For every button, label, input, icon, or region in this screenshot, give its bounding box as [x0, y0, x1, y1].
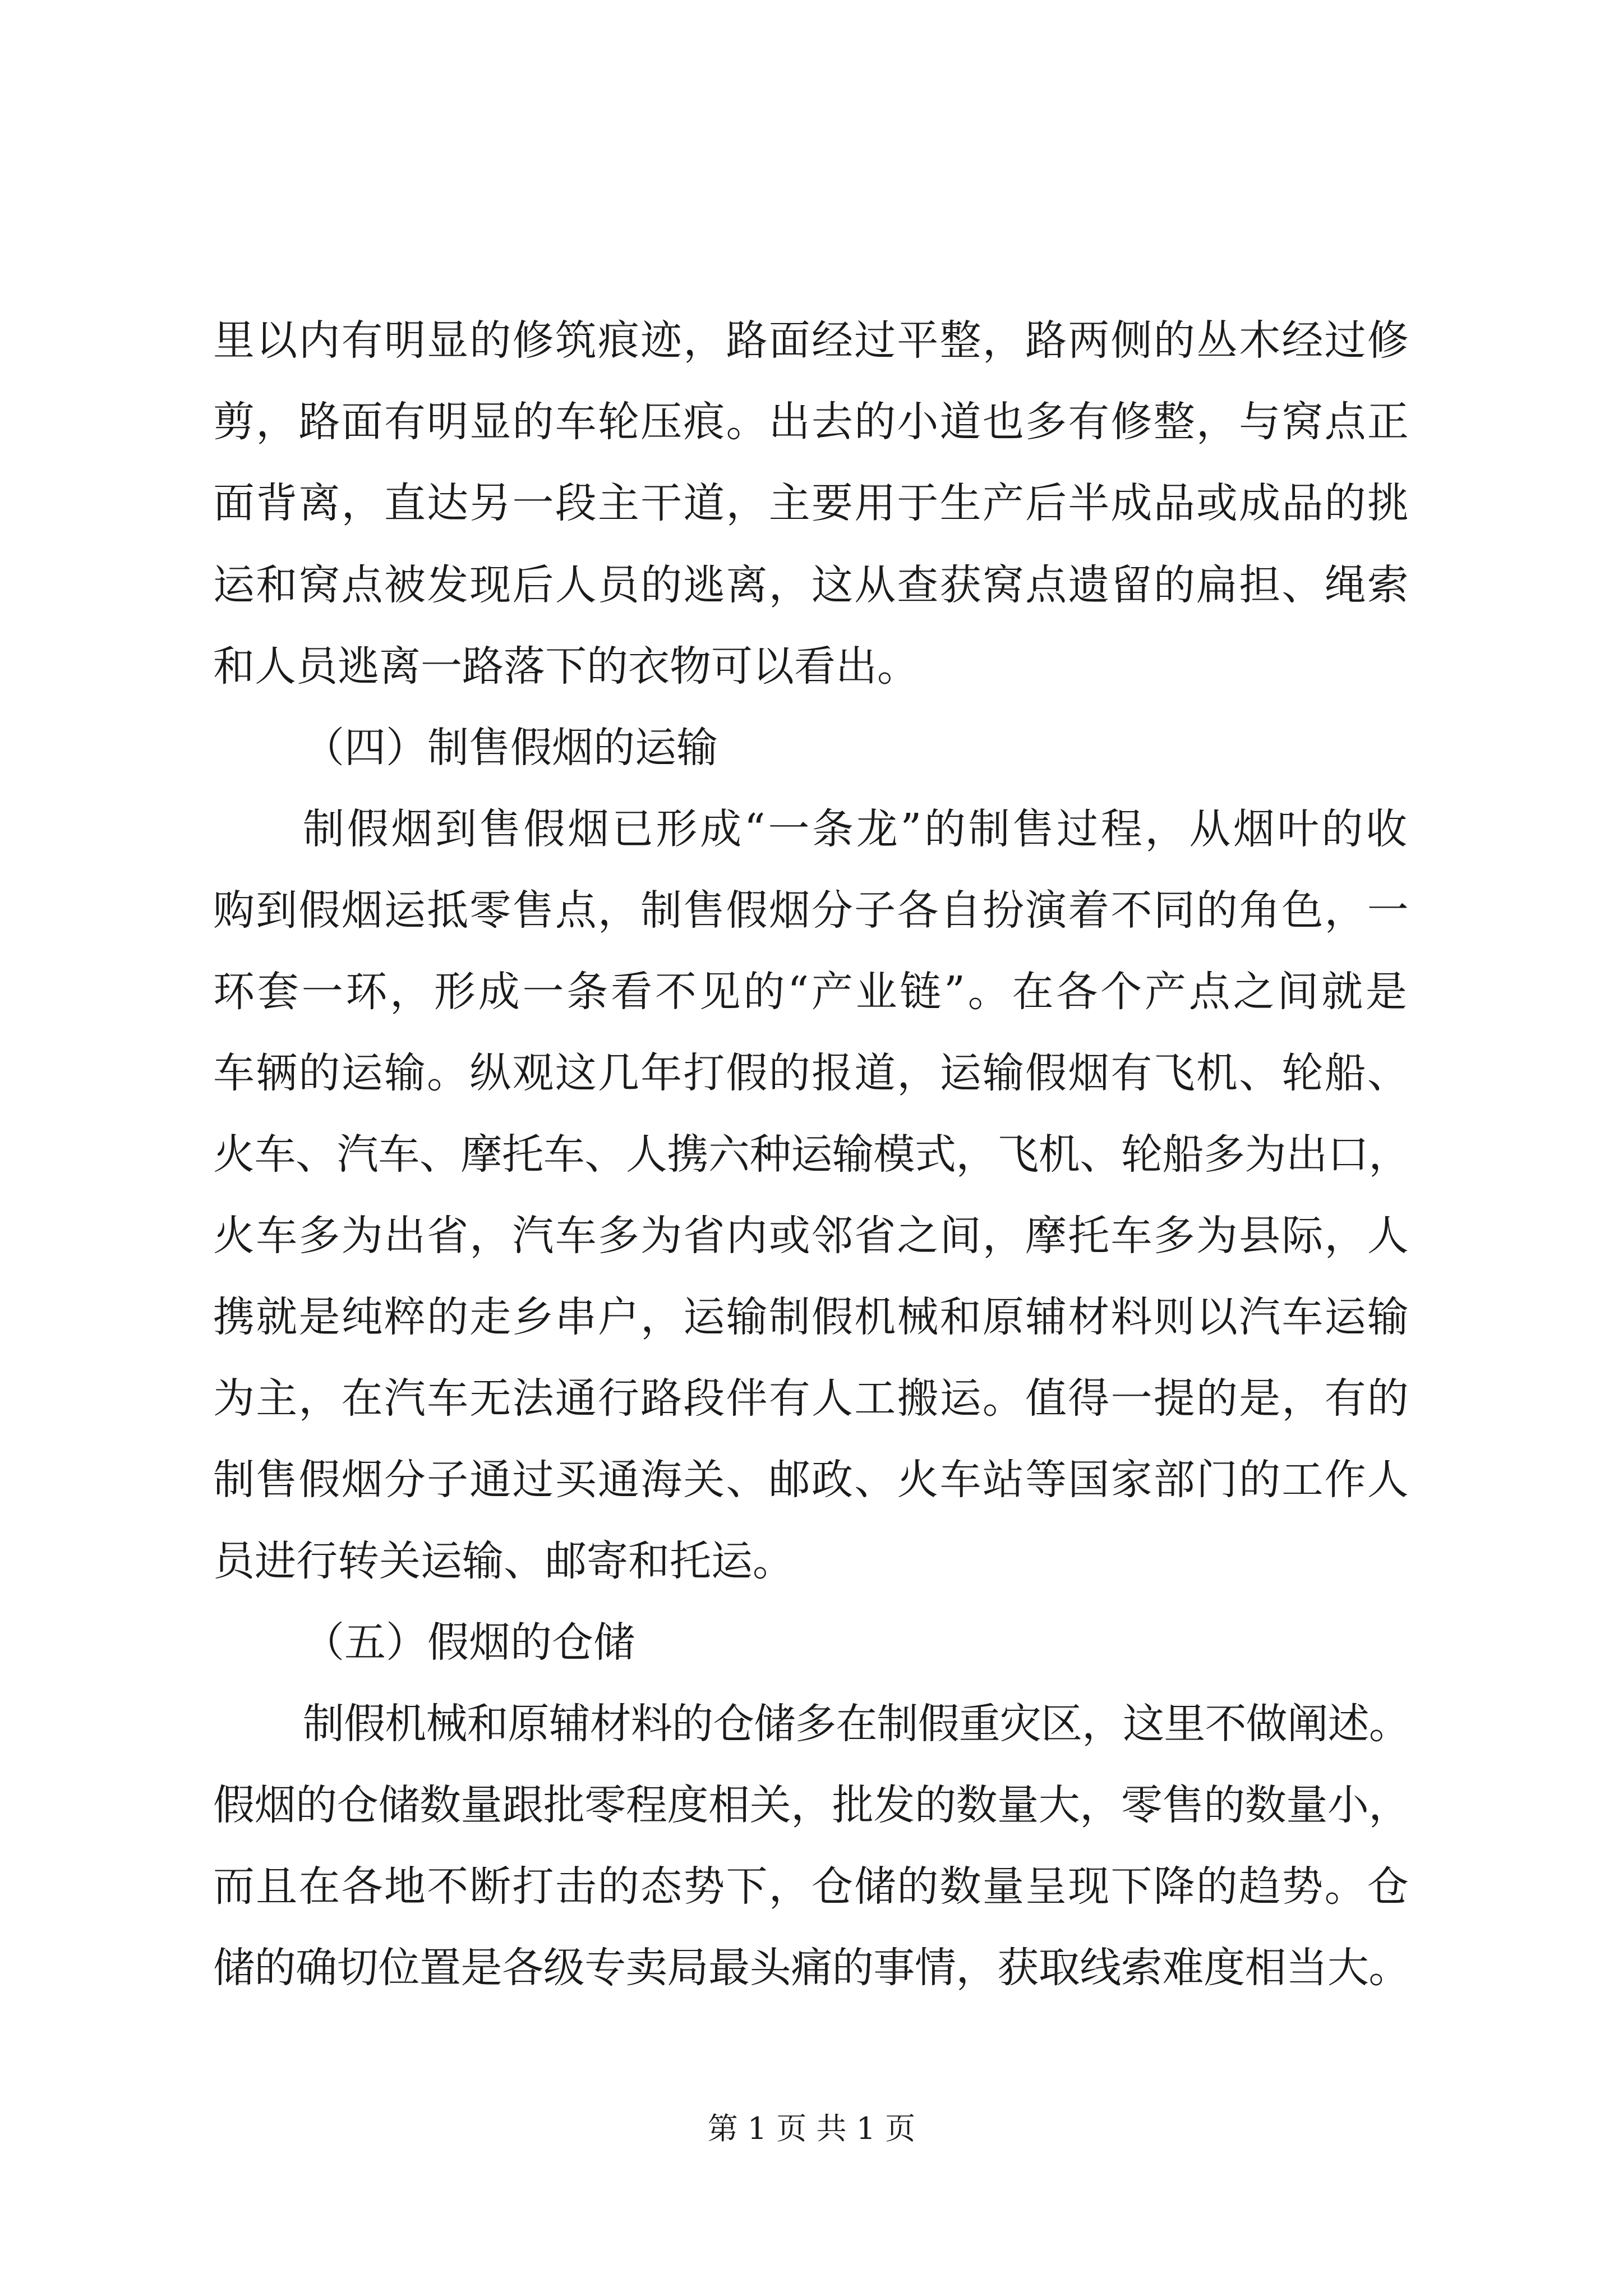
text-line	[0, 961, 1623, 1023]
section-heading	[0, 717, 1623, 779]
text-line-content: 为主，在汽车无法通行路段伴有人工搬运。值得一提的是，有的	[213, 1374, 1410, 1423]
text-line-content: 制假烟到售假烟已形成“一条龙”的制售过程，从烟叶的收	[303, 805, 1410, 853]
text-line	[0, 1774, 1623, 1836]
text-line	[0, 310, 1623, 371]
text-line-content: 剪，路面有明显的车轮压痕。出去的小道也多有修整，与窝点正	[213, 398, 1410, 446]
text-line-content: 面背离，直达另一段主干道，主要用于生产后半成品或成品的挑	[213, 479, 1410, 527]
text-line	[0, 1205, 1623, 1267]
text-line	[0, 636, 1623, 697]
section-heading-text: （五）假烟的仓储	[303, 1618, 635, 1667]
text-line	[0, 472, 1623, 534]
section-heading-text: （四）制售假烟的运输	[303, 724, 718, 772]
text-line-content: 制售假烟分子通过买通海关、邮政、火车站等国家部门的工作人	[213, 1456, 1410, 1504]
text-line-content: 储的确切位置是各级专卖局最头痛的事情，获取线索难度相当大。	[213, 1944, 1410, 1992]
text-line-content: 携就是纯粹的走乡串户，运输制假机械和原辅材料则以汽车运输	[213, 1293, 1410, 1341]
text-line	[0, 554, 1623, 616]
text-line	[0, 1530, 1623, 1592]
text-line	[0, 391, 1623, 453]
text-line-content: 假烟的仓储数量跟批零程度相关，批发的数量大，零售的数量小，	[213, 1781, 1410, 1829]
text-line	[0, 1449, 1623, 1511]
text-line	[0, 798, 1623, 860]
text-line	[0, 1042, 1623, 1104]
text-line-content: 而且在各地不断打击的态势下，仓储的数量呈现下降的趋势。仓	[213, 1862, 1410, 1911]
text-line-content: 火车、汽车、摩托车、人携六种运输模式，飞机、轮船多为出口，	[213, 1130, 1410, 1179]
text-line-content: 火车多为出省，汽车多为省内或邻省之间，摩托车多为县际，人	[213, 1212, 1410, 1260]
text-line	[0, 1937, 1623, 1999]
text-line-content: 员进行转关运输、邮寄和托运。	[213, 1537, 794, 1585]
text-line-content: 里以内有明显的修筑痕迹，路面经过平整，路两侧的丛木经过修	[213, 316, 1410, 365]
text-line-content: 车辆的运输。纵观这几年打假的报道，运输假烟有飞机、轮船、	[213, 1049, 1410, 1097]
text-line	[0, 880, 1623, 941]
text-line-content: 购到假烟运抵零售点，制售假烟分子各自扮演着不同的角色，一	[213, 886, 1410, 935]
text-line	[0, 1693, 1623, 1755]
text-line	[0, 1856, 1623, 1917]
text-line-content: 环套一环，形成一条看不见的“产业链”。在各个产点之间就是	[213, 968, 1410, 1016]
section-heading	[0, 1612, 1623, 1673]
text-line	[0, 1286, 1623, 1348]
text-line-content: 制假机械和原辅材料的仓储多在制假重灾区，这里不做阐述。	[303, 1700, 1410, 1748]
page-footer: 第 1 页 共 1 页	[707, 2111, 916, 2146]
text-line-content: 运和窝点被发现后人员的逃离，这从查获窝点遗留的扁担、绳索	[213, 561, 1410, 609]
text-line-content: 和人员逃离一路落下的衣物可以看出。	[213, 642, 919, 691]
text-line	[0, 1368, 1623, 1429]
text-line	[0, 1124, 1623, 1185]
